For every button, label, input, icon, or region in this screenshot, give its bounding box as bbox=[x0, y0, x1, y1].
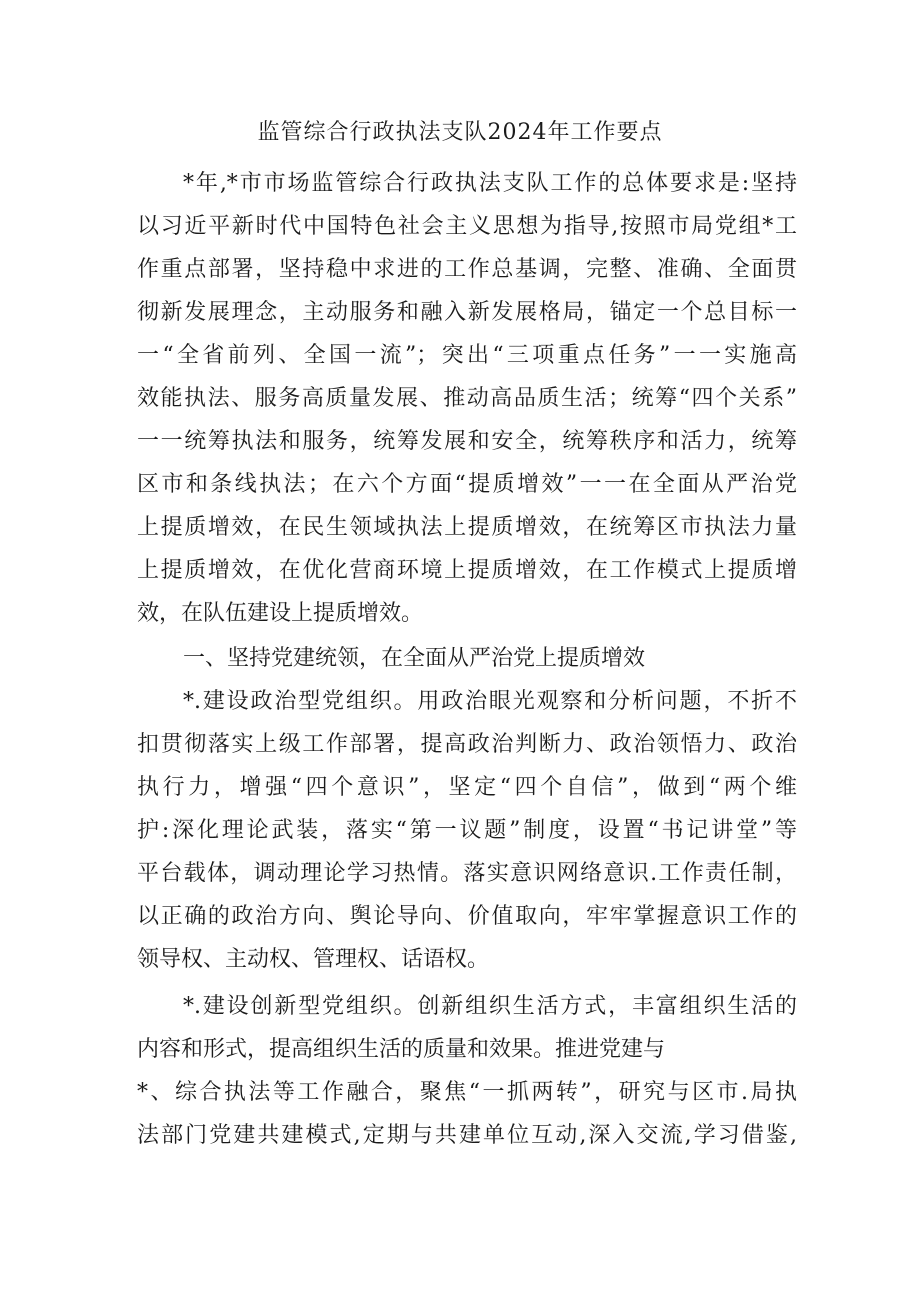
paragraph-line: 一“全省前列、全国一流”；突出“三项重点任务”一一实施高 bbox=[137, 343, 797, 368]
paragraph-line: *.建设政治型党组织。用政治眼光观察和分析问题，不折不 bbox=[183, 689, 797, 714]
paragraph-line: 上提质增效，在民生领域执法上提质增效，在统筹区市执法力量 bbox=[137, 515, 797, 540]
paragraph-line: 区市和条线执法；在六个方面“提质增效”一一在全面从严治党 bbox=[137, 472, 797, 497]
paragraph-line: 以正确的政治方向、舆论导向、价值取向，牢牢掌握意识工作的 bbox=[137, 904, 797, 929]
paragraph-line: 执行力，增强“四个意识”，坚定“四个自信”，做到“两个维 bbox=[137, 775, 797, 800]
paragraph-line: 作重点部署，坚持稳中求进的工作总基调，完整、准确、全面贯 bbox=[137, 257, 797, 282]
paragraph-line: 扣贯彻落实上级工作部署，提高政治判断力、政治领悟力、政治 bbox=[137, 732, 797, 757]
paragraph-line: 平台载体，调动理论学习热情。落实意识网络意识.工作责任制， bbox=[137, 861, 797, 886]
paragraph-line: 效，在队伍建设上提质增效。 bbox=[137, 601, 424, 626]
paragraph-line: 护:深化理论武装，落实“第一议题”制度，设置“书记讲堂”等 bbox=[137, 818, 797, 843]
section-heading: 一、坚持党建统领，在全面从严治党上提质增效 bbox=[183, 646, 646, 671]
paragraph-line: 效能执法、服务高质量发展、推动高品质生活；统筹“四个关系” bbox=[137, 386, 797, 411]
paragraph-line: *.建设创新型党组织。创新组织生活方式，丰富组织生活的 bbox=[183, 994, 797, 1019]
paragraph-line: 以习近平新时代中国特色社会主义思想为指导,按照市局党组*工 bbox=[137, 214, 797, 239]
paragraph-line: 法部门党建共建模式,定期与共建单位互动,深入交流,学习借鉴, bbox=[137, 1123, 797, 1148]
paragraph-line: 内容和形式，提高组织生活的质量和效果。推进党建与 bbox=[137, 1037, 666, 1062]
document-title: 监管综合行政执法支队2024年工作要点 bbox=[257, 120, 663, 145]
paragraph-line: *年,*市市场监管综合行政执法支队工作的总体要求是:坚持 bbox=[183, 171, 797, 196]
paragraph-line: *、综合执法等工作融合，聚焦“一抓两转”，研究与区市.局执 bbox=[137, 1080, 797, 1105]
paragraph-line: 领导权、主动权、管理权、话语权。 bbox=[137, 947, 490, 972]
paragraph-line: 上提质增效，在优化营商环境上提质增效，在工作模式上提质增 bbox=[137, 558, 797, 583]
paragraph-line: 一一统筹执法和服务，统筹发展和安全，统筹秩序和活力，统筹 bbox=[137, 429, 797, 454]
paragraph-line: 彻新发展理念，主动服务和融入新发展格局，锚定一个总目标一 bbox=[137, 300, 797, 325]
